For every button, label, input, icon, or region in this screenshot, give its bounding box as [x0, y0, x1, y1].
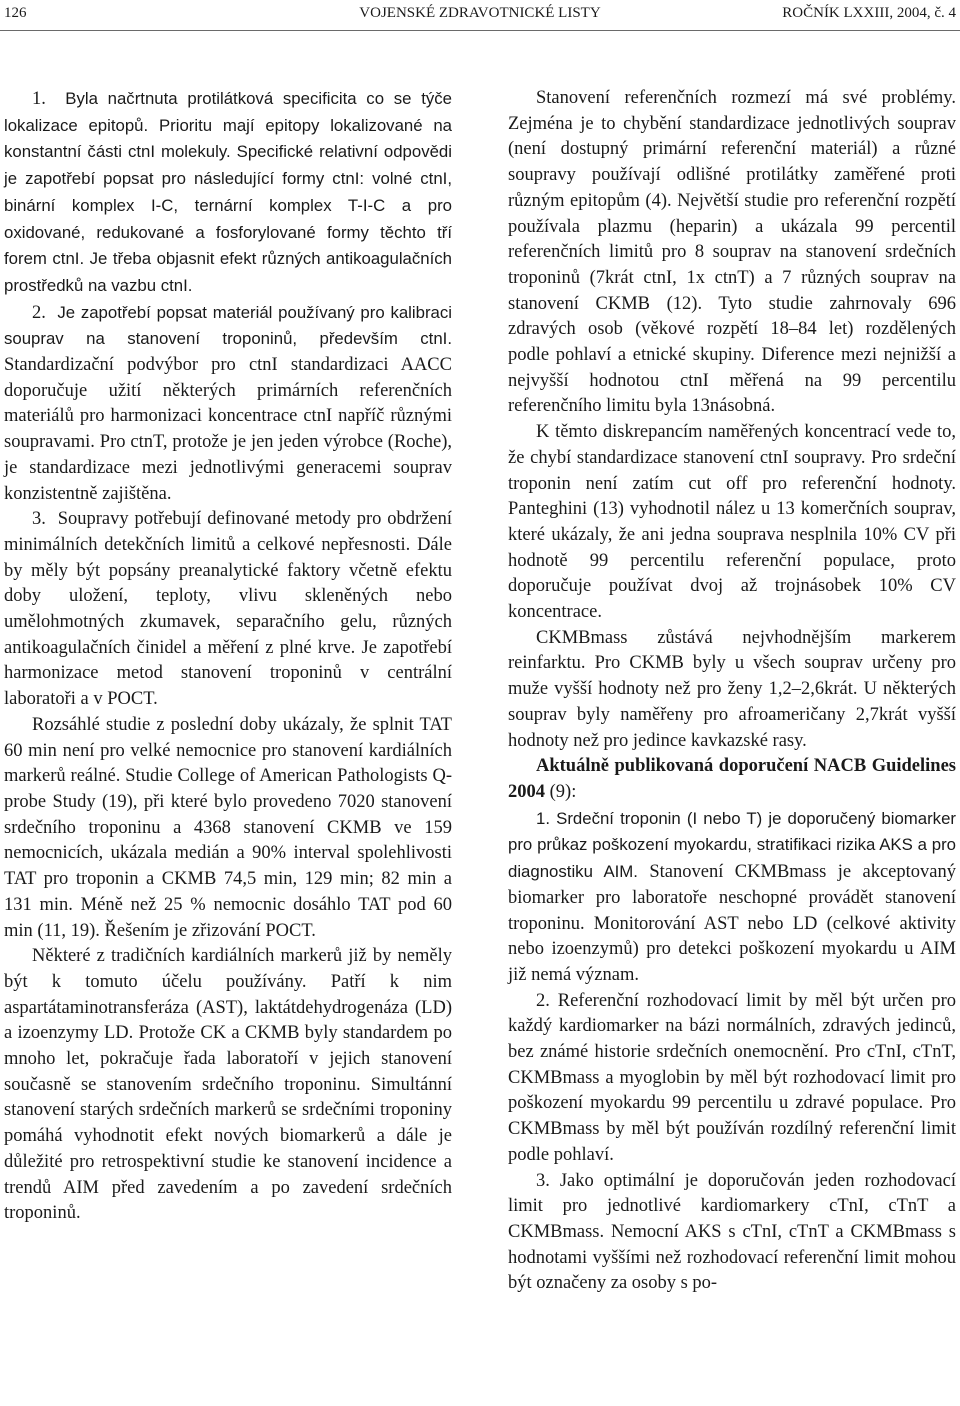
list-item-1 — [4, 86, 452, 300]
recommendation-text: 1. Srdeční troponin (I nebo T) je doporučený biomarker pro průkaz poškození myokardu, stratifikaci rizika AKS a pro diagnostiku AIM. — [508, 808, 956, 882]
page-number: 126 — [4, 5, 27, 21]
item-text: Je zapotřebí popsat materiál používaný pro kalibraci souprav na stanovení troponinů, především ctnI. — [4, 302, 453, 349]
item-number: 3. — [32, 509, 46, 530]
recommendation-text-continued: Stanovení CKMBmass je akceptovaný biomarker pro laboratoře neschopné provádět stanovení troponinu. Monitorování AST nebo LD (celkové aktivity nebo izoenzymů) pro detekci poškození myokardu u AIM již nemá význam. — [508, 862, 956, 985]
running-head — [0, 0, 960, 30]
right-column — [508, 86, 956, 1297]
heading-text: Aktuálně publikovaná doporučení NACB Guidelines 2004 — [508, 756, 956, 802]
journal-title: VOJENSKÉ ZDRAVOTNICKÉ LISTY — [359, 5, 601, 21]
paragraph: CKMBmass zůstává nejvhodnějším markerem reinfarktu. Pro CKMB byly u všech souprav určeny pro muže vyšší hodnoty než pro ženy 1,2–2,6krát. U některých souprav byly naměřeny pro afroameričany 2,7krát vyšší hodnoty než pro jedince kavkazské rasy. — [508, 627, 956, 751]
recommendation-3: 3. Jako optimální je doporučován jeden rozhodovací limit pro jednotlivé kardiomarkery cTnI, cTnT a CKMBmass. Nemocní AKS s cTnI, cTnT a CKMBmass s hodnotami vyššími než rozhodovací referenční limit mohou být označeny za osoby s po- — [508, 1170, 956, 1294]
item-text: Soupravy potřebují definované metody pro obdržení minimálních detekčních limitů a celkové nepřesnosti. Dále by měly být popsány preanalytické faktory včetně efektu doby uložení, teploty, vlivu skleněných nebo umělohmotných zkumavek, separačního gelu, různých antikoagulačních činidel a měření z plné krve. Je zapotřebí harmonizace metod stanovení troponinů v centrální laboratoři a v POCT. — [4, 509, 453, 710]
list-item-2 — [4, 300, 452, 508]
list-item-3 — [4, 507, 452, 713]
volume-info: ROČNÍK LXXIII, 2004, č. 4 — [782, 5, 956, 21]
recommendation-1 — [508, 806, 956, 989]
paragraph: Některé z tradičních kardiálních markerů již by neměly být k tomuto účelu používány. Patří k nim aspartátaminotransferáza (AST), laktátdehydrogenáza (LD) a izoenzymy LD. Protože CK a CKMB byly standardem po mnoho let, pokračuje řada laboratoří v jejich stanovení současně se stanovením srdečního troponinu. Simultánní stanovení starých srdečních markerů se srdečními troponiny pomáhá vyhodnotit efekt nových biomarkerů a dále je důležité pro retrospektivní studie ke stanovení incidence a trendů AIM před zavedením a po zavedení srdečních troponinů. — [4, 946, 452, 1224]
header-rule — [0, 30, 960, 31]
heading-reference: (9): — [545, 781, 577, 802]
left-column — [4, 86, 452, 1227]
item-number: 1. — [32, 89, 46, 109]
paragraph: K těmto diskrepancím naměřených koncentrací vede to, že chybí standardizace stanovení ctnI soupravy. Pro srdeční troponin není zatím cut off pro referenční hodnoty. Panteghini (13) vyhodnotil nález u 13 komerčních souprav, které ukázaly, že ani jedna souprava nesplnila 10% CV při hodnotě 99 percentilu referenční populace, proto doporučuje používat dvoj až trojnásobek 10% CV koncentrace. — [508, 422, 956, 623]
item-text: Byla načrtnuta protilátková specificita co se týče lokalizace epitopů. Prioritu mají epitopy lokalizované na konstantní části ctnI molekuly. Specifické relativní odpovědi je zapotřebí popsat pro následující formy ctnI: volné ctnI, binární komplex I-C, ternární komplex T-I-C a pro oxidované, redukované a fosforylované formy těchto tří forem ctnI. Je třeba objasnit efekt různých antikoagulačních prostředků na vazbu ctnI. — [4, 89, 452, 295]
section-heading — [508, 754, 956, 805]
recommendation-2: 2. Referenční rozhodovací limit by měl být určen pro každý kardiomarker na bázi normálních, zdravých jedinců, bez známé historie srdečních onemocnění. Pro cTnI, cTnT, CKMBmass a myoglobin by měl být rozhodovací limit pro poškození myokardu 99 percentilu u zdravé populace. Pro CKMBmass by měl být používán rozdílný referenční limit podle pohlaví. — [508, 990, 956, 1165]
item-number: 2. — [32, 302, 46, 323]
item-text-continued: Standardizační podvýbor pro ctnI standardizaci AACC doporučuje užití některých primárních referenčních materiálů pro harmonizaci koncentrace ctnI napříč různými soupravami. Pro ctnT, protože je jen jeden výrobce (Roche), je standardizace mezi jednotlivými generacemi souprav konzistentně zajištěna. — [4, 355, 452, 504]
paragraph: Rozsáhlé studie z poslední doby ukázaly, že splnit TAT 60 min není pro velké nemocnice pro stanovení kardiálních markerů reálné. Studie College of American Pathologists Q-probe Study (19), při které bylo provedeno 7020 stanovení srdečního troponinu a 4368 stanovení CKMB ve 159 nemocnicích, ukázala medián a 90% interval spolehlivosti TAT pro troponin a CKMB 74,5 min, 129 min; 82 min a 131 min. Méně než 25 % nemocnic dosáhlo TAT pod 60 min (11, 19). Řešením je zřizování POCT. — [4, 714, 452, 941]
paragraph: Stanovení referenčních rozmezí má své problémy. Zejména je to chybění standardizace jednotlivých souprav (není dostupný primární referenční materiál) a různé soupravy používají odlišné protilátky zaměřené proti různým epitopům (4). Největší studie pro referenční rozpětí používala plazmu (heparin) a ukázala 99 percentil referenčních limitů pro 8 souprav na stanovení srdečních troponinů (7krát ctnI, 1x ctnT) a 7 různých souprav na stanovení CKMB (12). Tyto studie zahrnovaly 696 zdravých osob (věkové rozpětí 18–84 let) rozdělených podle pohlaví a etnické skupiny. Diference mezi nejnižší a nejvyšší hodnotou ctnI měřená na 99 percentilu referenčního limitu byla 13násobná. — [508, 88, 956, 417]
